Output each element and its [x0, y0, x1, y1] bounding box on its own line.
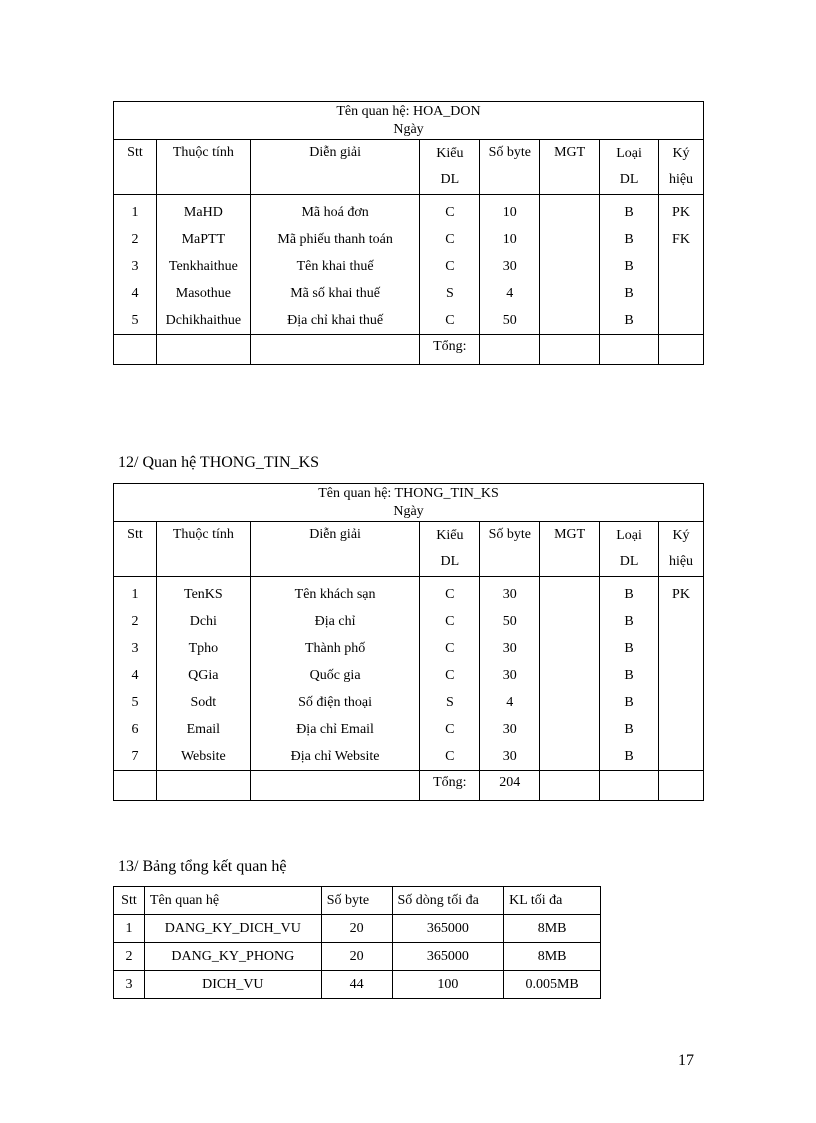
col-description [250, 195, 420, 335]
header-data-type-line1: Kiểu [436, 528, 464, 543]
cell-kind: B [624, 668, 634, 683]
cell-bytes: 30 [502, 259, 517, 274]
header-mgt: MGT [540, 522, 600, 577]
cell-attribute: Dchi [189, 614, 217, 629]
cell-symbol [659, 307, 703, 334]
header-data-type [420, 522, 480, 577]
header-kind-line2: DL [619, 554, 639, 569]
cell-bytes: 20 [321, 915, 392, 943]
header-row [114, 522, 704, 577]
cell-bytes: 30 [502, 749, 517, 764]
header-stt: Stt [114, 887, 145, 915]
total-row [114, 335, 704, 365]
cell-kind: B [624, 232, 634, 247]
cell-max-rows: 365000 [392, 943, 504, 971]
header-stt: Stt [114, 522, 157, 577]
header-description: Diễn giải [250, 140, 420, 195]
table-title [114, 484, 704, 522]
cell-stt: 2 [131, 614, 139, 629]
header-kind [600, 140, 659, 195]
cell-description: Số điện thoại [298, 695, 373, 710]
cell-kind: B [624, 749, 634, 764]
total-empty [600, 771, 659, 801]
header-symbol-line1: Ký [672, 528, 690, 543]
header-symbol-line2: hiệu [668, 554, 694, 569]
total-empty [600, 335, 659, 365]
cell-bytes: 4 [506, 695, 514, 710]
cell-symbol [659, 716, 703, 743]
cell-stt: 3 [114, 971, 145, 999]
header-kind-line1: Loại [616, 146, 642, 161]
cell-description: Địa chỉ Email [296, 722, 374, 737]
header-max-size: KL tối đa [504, 887, 601, 915]
cell-symbol [659, 635, 703, 662]
total-empty [540, 771, 600, 801]
cell-max-rows: 100 [392, 971, 504, 999]
page-number: 17 [678, 1052, 694, 1069]
cell-kind: B [624, 259, 634, 274]
cell-stt: 3 [131, 259, 139, 274]
total-empty [540, 335, 600, 365]
col-attribute [156, 577, 250, 771]
cell-attribute: MaPTT [181, 232, 226, 247]
cell-kind: B [624, 286, 634, 301]
cell-attribute: Tenkhaithue [168, 259, 238, 274]
cell-bytes: 10 [502, 232, 517, 247]
cell-kind: B [624, 205, 634, 220]
cell-stt: 2 [114, 943, 145, 971]
header-data-type-line2: DL [440, 172, 460, 187]
cell-description: Thành phố [304, 641, 366, 656]
header-data-type-line2: DL [440, 554, 460, 569]
cell-relation-name: DICH_VU [144, 971, 321, 999]
relation-name: Tên quan hệ: THONG_TIN_KS [318, 486, 499, 501]
total-empty [114, 335, 157, 365]
cell-stt: 4 [131, 668, 139, 683]
cell-data-type: C [445, 614, 455, 629]
cell-attribute: Email [186, 722, 221, 737]
header-kind-line2: DL [619, 172, 639, 187]
cell-description: Mã số khai thuế [290, 286, 381, 301]
cell-stt: 7 [131, 749, 139, 764]
total-empty [156, 335, 250, 365]
body-row [114, 577, 704, 771]
cell-description: Mã phiếu thanh toán [277, 232, 393, 247]
cell-description: Địa chỉ khai thuế [287, 313, 384, 328]
col-attribute [156, 195, 250, 335]
col-symbol [659, 577, 704, 771]
total-label: Tổng: [420, 335, 480, 365]
cell-symbol [659, 280, 703, 307]
date-label: Ngày [393, 122, 424, 137]
cell-data-type: S [445, 286, 454, 301]
cell-stt: 1 [131, 205, 139, 220]
section-heading-12: 12/ Quan hệ THONG_TIN_KS [118, 454, 320, 471]
section-heading-13: 13/ Bảng tổng kết quan hệ [118, 858, 287, 875]
col-kind [600, 195, 659, 335]
cell-attribute: Masothue [175, 286, 231, 301]
cell-data-type: C [445, 259, 455, 274]
total-value: 204 [480, 771, 540, 801]
cell-symbol [659, 662, 703, 689]
cell-max-size: 8MB [504, 943, 601, 971]
cell-description: Mã hoá đơn [301, 205, 369, 220]
cell-relation-name: DANG_KY_DICH_VU [144, 915, 321, 943]
cell-attribute: Website [180, 749, 226, 764]
cell-data-type: C [445, 587, 455, 602]
cell-max-rows: 365000 [392, 915, 504, 943]
cell-description: Quốc gia [309, 668, 361, 683]
cell-stt: 3 [131, 641, 139, 656]
header-row [114, 887, 601, 915]
cell-bytes: 44 [321, 971, 392, 999]
cell-stt: 1 [114, 915, 145, 943]
header-symbol [659, 140, 704, 195]
total-empty [659, 771, 704, 801]
col-symbol [659, 195, 704, 335]
cell-symbol [659, 608, 703, 635]
cell-description: Địa chỉ [314, 614, 356, 629]
cell-kind: B [624, 641, 634, 656]
col-data-type [420, 577, 480, 771]
col-data-type [420, 195, 480, 335]
header-kind-line1: Loại [616, 528, 642, 543]
cell-data-type: C [445, 232, 455, 247]
total-row [114, 771, 704, 801]
cell-symbol [659, 743, 703, 770]
cell-description: Địa chỉ Website [290, 749, 380, 764]
table-row [114, 971, 601, 999]
col-stt [114, 577, 157, 771]
cell-bytes: 50 [502, 313, 517, 328]
header-attribute: Thuộc tính [156, 140, 250, 195]
header-mgt: MGT [540, 140, 600, 195]
header-bytes: Số byte [480, 140, 540, 195]
cell-max-size: 8MB [504, 915, 601, 943]
cell-data-type: S [445, 695, 454, 710]
table-title [114, 102, 704, 140]
cell-kind: B [624, 695, 634, 710]
cell-data-type: C [445, 205, 455, 220]
cell-stt: 1 [131, 587, 139, 602]
table-row [114, 943, 601, 971]
header-stt: Stt [114, 140, 157, 195]
header-symbol-line1: Ký [672, 146, 690, 161]
cell-bytes: 30 [502, 668, 517, 683]
cell-attribute: Tpho [188, 641, 219, 656]
body-row [114, 195, 704, 335]
cell-data-type: C [445, 749, 455, 764]
cell-bytes: 10 [502, 205, 517, 220]
cell-stt: 5 [131, 313, 139, 328]
header-max-rows: Số dòng tối đa [392, 887, 504, 915]
cell-data-type: C [445, 313, 455, 328]
relation-table-thong-tin-ks [113, 483, 704, 801]
cell-stt: 4 [131, 286, 139, 301]
cell-data-type: C [445, 722, 455, 737]
cell-symbol: PK [672, 587, 690, 602]
relation-name: Tên quan hệ: HOA_DON [336, 104, 481, 119]
cell-kind: B [624, 587, 634, 602]
header-bytes: Số byte [321, 887, 392, 915]
col-stt [114, 195, 157, 335]
total-value [480, 335, 540, 365]
cell-stt: 6 [131, 722, 139, 737]
cell-attribute: TenKS [184, 587, 223, 602]
col-description [250, 577, 420, 771]
col-kind [600, 577, 659, 771]
total-empty [114, 771, 157, 801]
cell-bytes: 50 [502, 614, 517, 629]
cell-relation-name: DANG_KY_PHONG [144, 943, 321, 971]
cell-bytes: 4 [506, 286, 514, 301]
cell-symbol [659, 689, 703, 716]
cell-description: Tên khai thuế [296, 259, 374, 274]
total-empty [659, 335, 704, 365]
header-kind [600, 522, 659, 577]
cell-attribute: MaHD [183, 205, 223, 220]
header-data-type-line1: Kiểu [436, 146, 464, 161]
col-bytes [480, 195, 540, 335]
cell-description: Tên khách sạn [294, 587, 376, 602]
cell-data-type: C [445, 641, 455, 656]
total-empty [250, 771, 420, 801]
col-mgt [540, 195, 600, 335]
cell-symbol: PK [672, 205, 690, 220]
header-data-type [420, 140, 480, 195]
total-empty [250, 335, 420, 365]
header-attribute: Thuộc tính [156, 522, 250, 577]
cell-bytes: 30 [502, 641, 517, 656]
cell-bytes: 30 [502, 722, 517, 737]
cell-stt: 5 [131, 695, 139, 710]
cell-symbol: FK [672, 232, 690, 247]
header-relation-name: Tên quan hệ [144, 887, 321, 915]
total-empty [156, 771, 250, 801]
cell-attribute: Sodt [190, 695, 217, 710]
header-symbol [659, 522, 704, 577]
total-label: Tổng: [420, 771, 480, 801]
header-description: Diễn giải [250, 522, 420, 577]
col-bytes [480, 577, 540, 771]
cell-kind: B [624, 313, 634, 328]
cell-symbol [659, 253, 703, 280]
header-symbol-line2: hiệu [668, 172, 694, 187]
header-row [114, 140, 704, 195]
cell-stt: 2 [131, 232, 139, 247]
cell-bytes: 30 [502, 587, 517, 602]
table-row [114, 915, 601, 943]
cell-data-type: C [445, 668, 455, 683]
cell-max-size: 0.005MB [504, 971, 601, 999]
header-bytes: Số byte [480, 522, 540, 577]
date-label: Ngày [393, 504, 424, 519]
cell-attribute: Dchikhaithue [165, 313, 242, 328]
cell-kind: B [624, 614, 634, 629]
relation-summary-table [113, 886, 601, 999]
relation-table-hoa-don [113, 101, 704, 365]
cell-attribute: QGia [188, 668, 219, 683]
col-mgt [540, 577, 600, 771]
cell-bytes: 20 [321, 943, 392, 971]
cell-kind: B [624, 722, 634, 737]
